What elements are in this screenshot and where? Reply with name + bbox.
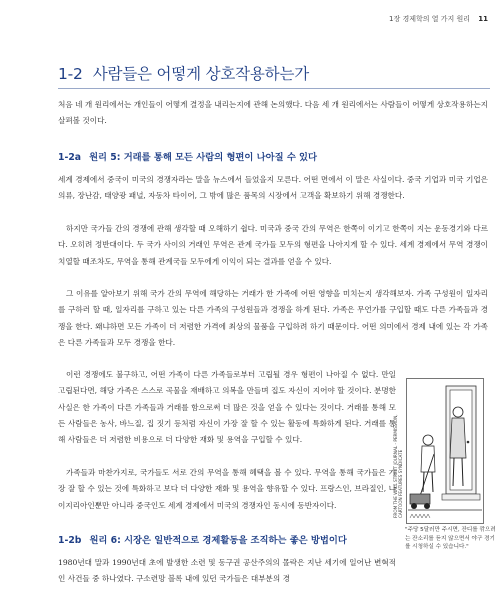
- section-heading: [58, 62, 309, 84]
- cartoon-credit-text: FROM THE WALL STREET JOURNAL - PERMISSION, CARTOON FEATURES SYNDICATE: [393, 414, 404, 518]
- body-paragraph-1: 세계 경제에서 중국이 미국의 경쟁자라는 말을 뉴스에서 들었을지 모른다. 어떤 면에서 이 말은 사실이다. 중국 기업과 미국 기업은 의류, 장난감, 태양광 패널, 자동차 타이어, 그 밖에 많은 품목의 시장에서 고객을 확보하기 위해 경쟁한다.: [58, 175, 488, 201]
- section-number: 1-2: [58, 65, 83, 83]
- subsection-number-2a: 1-2a: [58, 152, 82, 163]
- section-title: 사람들은 어떻게 상호작용하는가: [92, 65, 309, 83]
- subsection-title-2a: 원리 5: 거래를 통해 모든 사람의 형편이 나아질 수 있다: [89, 152, 317, 163]
- cartoon-caption: "주당 5달러만 주시면, 잔디를 깎으려는 잔소리를 듣지 않으면서 야구 경기를 시청하실 수 있습니다.": [405, 527, 496, 551]
- section-divider: [58, 88, 490, 89]
- subsection-title-2b: 원리 6: 시장은 일반적으로 경제활동을 조직하는 좋은 방법이다: [89, 535, 347, 546]
- cartoon-illustration: [406, 378, 484, 524]
- body-paragraph-5: 가족들과 마찬가지로, 국가들도 서로 간의 무역을 통해 혜택을 볼 수 있다. 무역을 통해 국가들은 가장 잘 할 수 있는 것에 특화하고 보다 더 다양한 재화 및 용역을 향유할 수 있다. 프랑스인, 브라질인, 나이지리아인뿐만 아니라 중국인도 세계 경제에서 미국의 경쟁자인 동시에 동반자이다.: [58, 468, 396, 510]
- subsection-number-2b: 1-2b: [58, 535, 82, 546]
- body-paragraph-4: 이런 경쟁에도 불구하고, 어떤 가족이 다른 가족들로부터 고립될 경우 형편이 나아질 수 없다. 만일 고립된다면, 해당 가족은 스스로 곡물을 재배하고 의복을 만들며 집도 자신이 지어야 할 것이다. 분명한 사실은 한 가족이 다른 가족들과 거래를 함으로써 더 많은 것을 얻을 수 있다는 것이다. 거래를 통해 모든 사람들은 농사, 바느질, 집 짓기 등처럼 자신이 가장 잘 할 수 있는 활동에 특화하게 된다. 거래를 통해 사람들은 더 저렴한 비용으로 더 다양한 재화 및 용역을 구입할 수 있다.: [58, 370, 396, 445]
- running-head-chapter: 1장 경제학의 열 가지 원리: [389, 15, 471, 23]
- page-number: 11: [478, 15, 488, 23]
- intro-paragraph: 처음 네 개 원리에서는 개인들이 어떻게 결정을 내리는지에 관해 논의했다. 다음 세 개 원리에서는 사람들이 어떻게 상호작용하는지 살펴볼 것이다.: [58, 100, 488, 126]
- body-paragraph-2: 하지만 국가들 간의 경쟁에 관해 생각할 때 오해하기 쉽다. 미국과 중국 간의 무역은 한쪽이 이기고 한쪽이 지는 운동경기와 다르다. 오히려 정반대이다. 두 국가 사이의 거래인 무역은 관계 국가들 모두의 형편을 나아지게 할 수 있다. 세계 경제에서 무역 경쟁이 치열할 때조차도, 무역을 통해 관계국들 모두에게 이익이 되는 결과를 얻을 수 있다.: [58, 224, 488, 266]
- subsection-heading-2a: [58, 149, 317, 163]
- subsection-heading-2b: [58, 532, 347, 546]
- running-head: [389, 14, 488, 24]
- body-paragraph-3: 그 이유를 알아보기 위해 국가 간의 무역에 해당하는 거래가 한 가족에 어떤 영향을 미치는지 생각해보자. 가족 구성원이 일자리를 구하러 할 때, 일자리를 구하고 있는 다른 가족의 구성원들과 경쟁을 하게 된다. 가족은 무언가를 구입할 때도 다른 가족들과 경쟁을 한다. 왜냐하면 모든 가족이 더 저렴한 가격에 최상의 물품을 구입하려 하기 때문이다. 어떤 의미에서 경제 내에 있는 각 가족은 다른 가족들과 모두 경쟁을 한다.: [58, 289, 488, 347]
- body-paragraph-6: 1980년대 말과 1990년대 초에 발생한 소련 및 동구권 공산주의의 몰락은 지난 세기에 일어난 변혁적인 사건들 중 하나였다. 구소련망 블록 내에 있던 국가들은 대부분의 경: [58, 558, 396, 584]
